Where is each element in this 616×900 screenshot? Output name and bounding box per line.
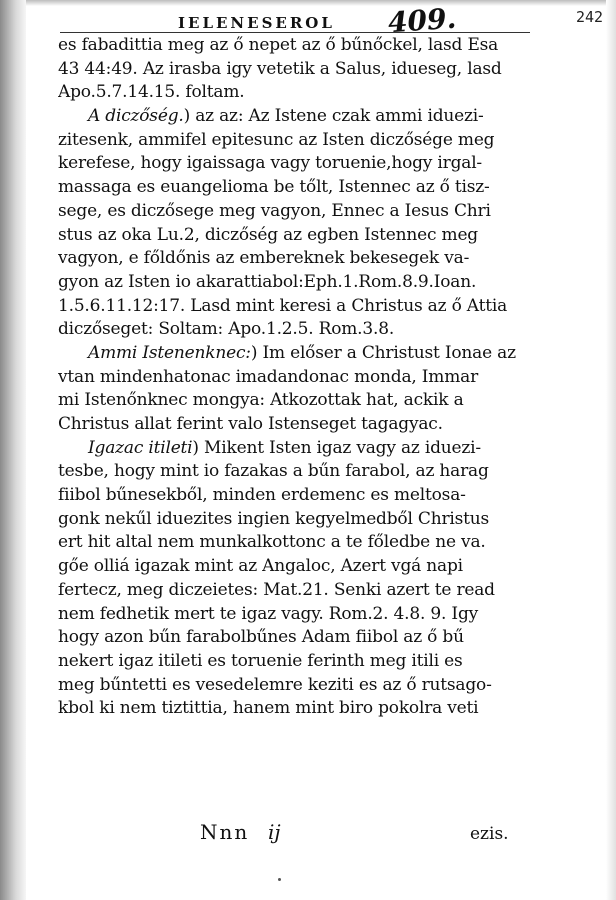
text-line (58, 271, 526, 295)
text-segment: zitesenk, ammifel epitesunc az Isten diczősége meg (58, 129, 495, 150)
text-line (58, 176, 526, 200)
text-segment: es fabadittia meg az ő nepet az ő bűnőckel, lasd Esa (58, 35, 499, 55)
text-segment: kerefese, hogy igaissaga vagy toruenie,hogy irgal- (58, 153, 482, 174)
text-line (58, 674, 526, 698)
text-segment: stus az oka Lu.2, diczőség az egben Istennec meg (58, 224, 478, 245)
text-line (58, 152, 526, 176)
gloss-lemma: Igazac itileti (88, 437, 193, 458)
text-segment: tesbe, hogy mint io fazakas a bűn farabol, az harag (58, 461, 489, 482)
page-gutter-shadow (0, 0, 26, 900)
text-line (58, 531, 526, 555)
text-line (58, 224, 526, 248)
text-line (58, 247, 526, 271)
signature-mark-sub: ij (268, 820, 281, 844)
text-line (58, 105, 526, 129)
text-line (58, 389, 526, 413)
text-line (58, 342, 526, 366)
text-segment: gonk nekűl iduezites ingien kegyelmedből Christus (58, 508, 490, 529)
text-segment: nekert igaz itileti es toruenie ferinth meg itili es (58, 650, 463, 671)
text-line (58, 318, 526, 342)
text-line (58, 626, 526, 650)
ink-speck (278, 878, 281, 881)
text-segment: diczőseget: Soltam: Apo.1.2.5. Rom.3.8. (58, 319, 395, 340)
text-line (58, 295, 526, 319)
text-line (58, 437, 526, 461)
text-segment: kbol ki nem tiztittia, hanem mint biro pokolra veti (58, 698, 479, 719)
text-line (58, 200, 526, 224)
page-right-edge (606, 0, 616, 900)
text-line (58, 603, 526, 627)
text-line (58, 34, 526, 58)
text-segment: vagyon, e főldőnis az embereknek bekesegek va- (58, 248, 470, 269)
text-line (58, 58, 526, 82)
text-segment: nem fedhetik mert te igaz vagy. Rom.2. 4.8. 9. Igy (58, 603, 479, 624)
signature-mark: Nnn (200, 820, 250, 844)
gloss-lemma: A diczőség. (88, 106, 184, 127)
archive-page-number: 242 (576, 8, 604, 26)
text-segment: gyon az Isten io akarattiabol:Eph.1.Rom.8.9.Ioan. (58, 271, 477, 292)
text-segment: Apo.5.7.14.15. foltam. (58, 82, 245, 103)
text-segment: mi Istenőnknec mongya: Atkozottak hat, ackik a (58, 390, 464, 411)
text-line (58, 697, 526, 721)
body-text (58, 34, 526, 721)
text-segment: hogy azon bűn farabolbűnes Adam fiibol az ő bű (58, 627, 464, 648)
text-line (58, 484, 526, 508)
text-segment: sege, es diczősege meg vagyon, Ennec a Iesus Chri (58, 200, 491, 221)
text-line (58, 555, 526, 579)
text-segment: 1.5.6.11.12:17. Lasd mint keresi a Christus az ő Attia (58, 295, 508, 316)
text-segment: meg bűntetti es vesedelemre keziti es az ő rutsago- (58, 674, 492, 695)
handwritten-folio-number: 409. (386, 1, 458, 40)
text-line (58, 129, 526, 153)
text-line (58, 413, 526, 437)
text-line (58, 508, 526, 532)
text-segment: vtan mindenhatonac imadandonac monda, Immar (58, 366, 479, 387)
text-segment: fiibol bűnesekből, minden erdemenc es meltosa- (58, 485, 466, 506)
text-line (58, 460, 526, 484)
page-footer (0, 818, 616, 848)
text-segment: 43 44:49. Az irasba igy vetetik a Salus, idueseg, lasd (58, 58, 502, 79)
gloss-lemma: Ammi Istenenknec: (88, 342, 251, 363)
text-segment: ) Mikent Isten igaz vagy az iduezi- (192, 437, 481, 458)
text-line (58, 366, 526, 390)
page-header (0, 1, 616, 40)
catchword: ezis. (470, 824, 509, 844)
text-segment: fertecz, meg diczeietes: Mat.21. Senki azert te read (58, 579, 495, 600)
text-line (58, 579, 526, 603)
text-segment: ) Im előser a Christust Ionae az (250, 342, 516, 363)
text-line (58, 81, 526, 105)
text-segment: ert hit altal nem munkalkottonc a te főledbe ne va. (58, 532, 486, 553)
text-segment: ) az az: Az Istene czak ammi iduezi- (183, 106, 484, 127)
text-segment: Christus allat ferint valo Istenseget tagagyac. (58, 414, 443, 434)
header-rule (60, 32, 530, 33)
text-segment: massaga es euangelioma be tőlt, Istennec az ő tisz- (58, 177, 490, 198)
running-title: IELENESEROL (178, 14, 335, 32)
text-segment: gőe olliá igazak mint az Angaloc, Azert vgá napi (58, 556, 463, 577)
text-line (58, 650, 526, 674)
